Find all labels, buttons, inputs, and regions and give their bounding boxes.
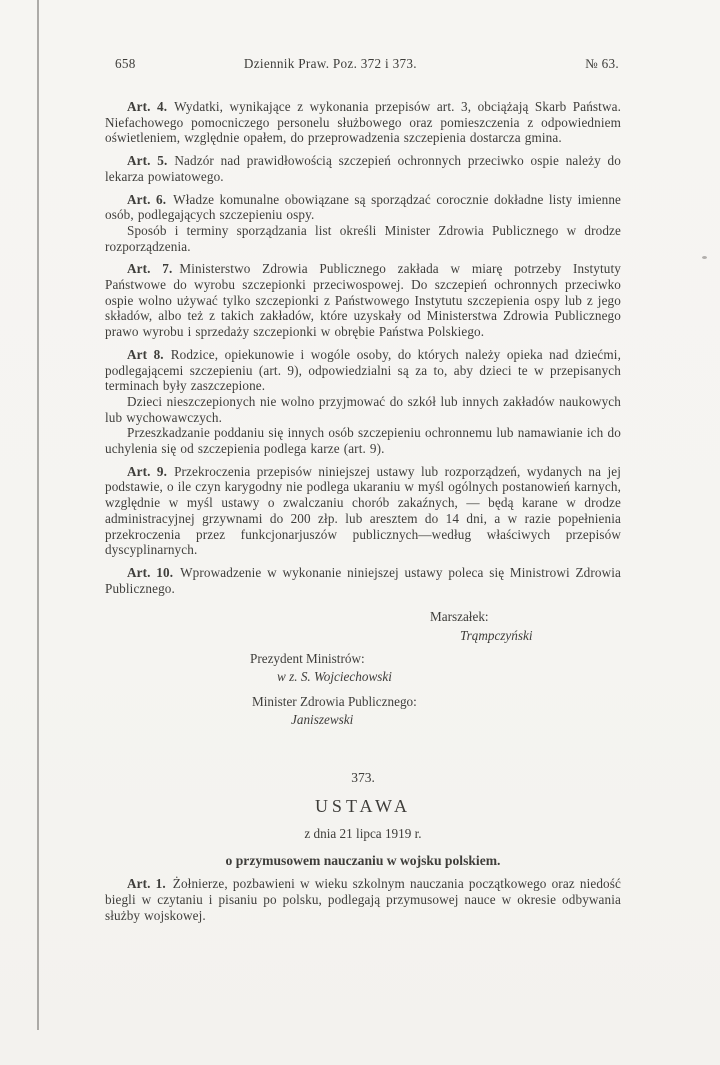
paragraph — [105, 192, 621, 223]
paragraph-text: Żołnierze, pozbawieni w wieku szkolnym nauczania początkowego oraz niedość biegli w czytaniu i pisaniu po polsku, podlegają przymusowej nauce w okresie odbywania służby wojskowej. — [105, 876, 621, 923]
article-lead: Art 8. — [127, 346, 164, 362]
act-372-articles — [105, 99, 621, 596]
paragraph-text: Dzieci nieszczepionych nie wolno przyjmować do szkół lub innych zakładów naukowych lub wychowawczych. — [105, 393, 621, 425]
act-title: o przymusowem nauczaniu w wojsku polskiem. — [225, 853, 501, 869]
article-lead: Art. 9. — [127, 463, 168, 479]
paragraph — [105, 223, 621, 254]
article-lead: Art. 6. — [127, 191, 167, 207]
article-lead: Art. 4. — [127, 99, 168, 114]
act-373-heading — [105, 770, 621, 869]
paragraph-text: Rodzice, opiekunowie i wogóle osoby, do których należy opieka nad dziećmi, podlegającemi szczepieniu (art. 9), odpowiedzialni są za to, aby dzieci te w przepisanych terminach były zaszczepione. — [105, 346, 621, 394]
paragraph-text: Przeszkadzanie poddaniu się innych osób szczepieniu ochronnemu lub namawianie ich do uchylenia się od szczepienia podlega karze (art. 9). — [105, 425, 621, 457]
article-lead: Art. 10. — [127, 564, 174, 580]
paragraph-text: Wydatki, wynikające z wykonania przepisów art. 3, obciążają Skarb Państwa. Niefachowego pomocniczego personelu służbowego oraz pomieszczenia z odpowiedniem oświetleniem, względnie opałem, do przeprowadzenia szczepienia dostarcza gmina. — [105, 99, 621, 146]
issue-number: № 63. — [585, 56, 619, 71]
paragraph — [105, 565, 621, 596]
act-number: 373. — [351, 770, 375, 786]
paragraph-text: Przekroczenia przepisów niniejszej ustawy lub rozporządzeń, wydanych na jej podstawie, o ile czyn karygodny nie podlega ukaraniu w myśl ogólnych postanowień karnych, względnie w myśl ustawy o zwalczaniu chorób zakaźnych, — będą karane w drodze administracyjnej grzywnami do 200 złp. lub aresztem do 14 dni, a w razie popełnienia przekroczenia przez funkcjonarjuszów publicznych—według właściwych przepisów dyscyplinarnych. — [105, 463, 621, 558]
paragraph-text: Wprowadzenie w wykonanie niniejszej ustawy poleca się Ministrowi Zdrowia Publicznego. — [105, 564, 621, 596]
act-373-articles — [105, 876, 621, 923]
scan-binding-shadow — [37, 0, 39, 1030]
article-lead: Art. 1. — [127, 876, 166, 892]
paragraph-text: Nadzór nad prawidłowością szczepień ochronnych przeciwko ospie należy do lekarza powiatowego. — [105, 153, 621, 184]
minister-signature: Janiszewski — [291, 712, 354, 728]
page-header — [115, 56, 619, 72]
paragraph-text: Władze komunalne obowiązane są sporządzać corocznie dokładne listy imienne osób, podlegających szczepieniu ospy. — [105, 191, 622, 223]
act-date-line: z dnia 21 lipca 1919 r. — [304, 826, 422, 842]
paragraph — [105, 99, 621, 146]
premier-signature: w z. S. Wojciechowski — [277, 669, 392, 685]
paragraph — [105, 153, 621, 184]
paragraph — [105, 347, 621, 394]
article-lead: Art. 5. — [127, 153, 168, 169]
page-number: 658 — [115, 56, 136, 71]
paragraph-text: Ministerstwo Zdrowia Publicznego zakłada w miarę potrzeby Instytuty Państwowe do wyrobu szczepionki przeciwospowej. Do szczepień ochronnych przeciwko ospie wolno używać tylko szczepionki z Państwowego Instytutu szczepienia ospy lub z jego składów, albo też z takich zakładów, które uzyskały od Ministerstwa Zdrowia Publicznego prawo wyrobu i sprzedaży szczepionki w obrębie Państwa Polskiego. — [105, 261, 621, 340]
article-lead: Art. 7. — [127, 261, 173, 277]
premier-role: Prezydent Ministrów: — [250, 651, 365, 667]
marshal-role: Marszałek: — [430, 609, 489, 625]
act-type: USTAWA — [314, 796, 412, 817]
marshal-signature: Trąmpczyński — [460, 628, 533, 644]
paragraph — [105, 464, 621, 558]
minister-role: Minister Zdrowia Publicznego: — [252, 694, 417, 710]
scan-speck — [702, 256, 707, 259]
paragraph — [105, 261, 621, 340]
signature-block — [105, 609, 621, 728]
paragraph — [105, 876, 621, 923]
paragraph-text: Sposób i terminy sporządzania list określi Minister Zdrowia Publicznego w drodze rozporządzenia. — [105, 222, 621, 254]
journal-title: Dziennik Praw. Poz. 372 i 373. — [243, 56, 417, 71]
page-content — [105, 56, 621, 924]
paragraph — [105, 425, 621, 456]
paragraph — [105, 394, 621, 425]
